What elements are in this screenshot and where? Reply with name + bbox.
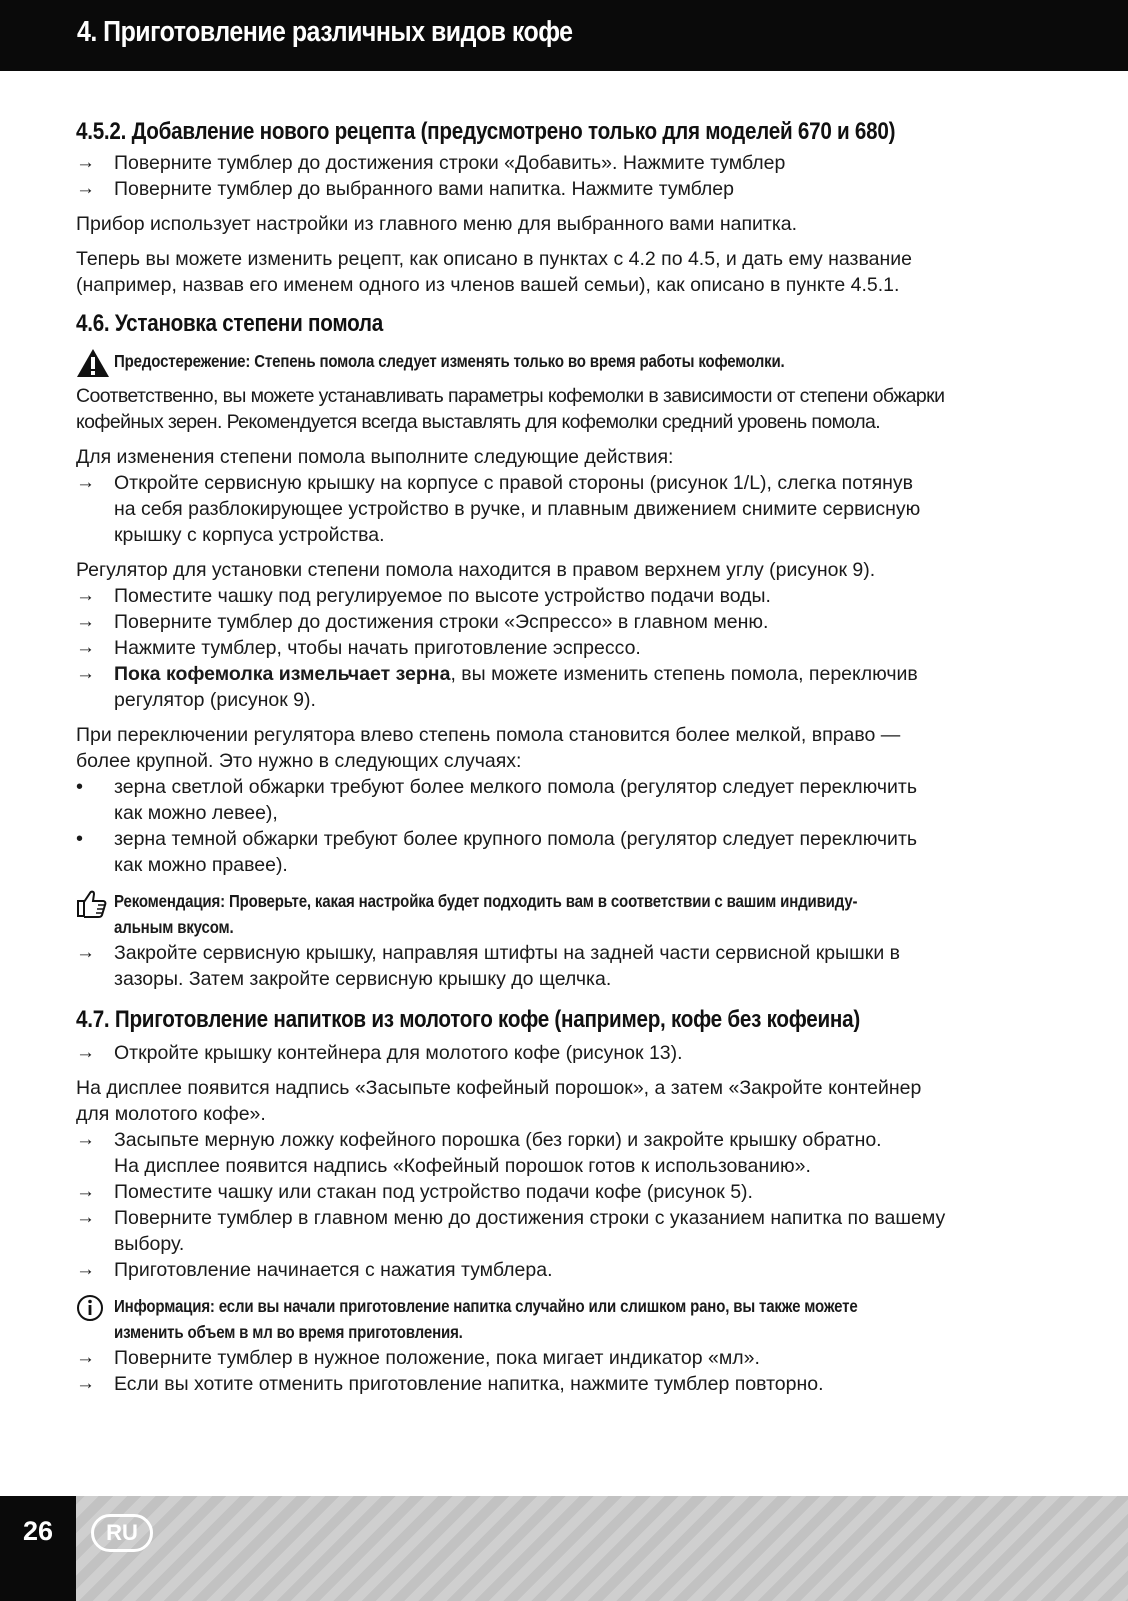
arrow-icon: → <box>76 1042 95 1063</box>
arrow-icon: → <box>76 1373 95 1394</box>
step-list <box>76 470 1036 548</box>
bullet-list <box>76 774 1036 878</box>
arrow-icon: → <box>76 472 95 493</box>
arrow-icon: → <box>76 585 95 606</box>
footer-bar <box>0 1496 1128 1601</box>
arrow-icon: → <box>76 637 95 658</box>
arrow-icon: → <box>76 942 95 963</box>
paragraph: Теперь вы можете изменить рецепт, как описано в пунктах с 4.2 по 4.5, и дать ему название (например, назвав его именем одного из членов вашей семьи), как описано в пункте 4.5.1. <box>76 248 912 296</box>
arrow-icon: → <box>76 1181 95 1202</box>
warning-icon <box>76 348 110 378</box>
paragraph: При переключении регулятора влево степень помола становится более мелкой, вправо — более крупной. Это нужно в следующих случаях: <box>76 724 901 772</box>
arrow-icon: → <box>76 1347 95 1368</box>
paragraph: Прибор использует настройки из главного меню для выбранного вами напитка. <box>76 213 798 235</box>
arrow-icon: → <box>76 152 95 173</box>
list-item: → Если вы хотите отменить приготовление напитка, нажмите тумблер повторно. <box>76 1373 824 1395</box>
list-item: → Пока кофемолка измельчает зерна, вы можете изменить степень помола, переключив регулятор (рисунок 9). <box>76 663 918 711</box>
page-number: 26 <box>22 1516 54 1546</box>
list-item: → Закройте сервисную крышку, направляя штифты на задней части сервисной крышки в зазоры. Затем закройте сервисную крышку до щелчка. <box>76 942 900 990</box>
language-badge: RU <box>91 1514 153 1552</box>
list-item: → Откройте крышку контейнера для молотого кофе (рисунок 13). <box>76 1042 683 1064</box>
info-icon <box>76 1293 110 1323</box>
arrow-icon: → <box>76 663 95 684</box>
list-item: → Засыпьте мерную ложку кофейного порошка (без горки) и закройте крышку обратно. На дисплее появится надпись «Кофейный порошок готов к использованию». <box>76 1129 882 1177</box>
step-list <box>76 150 1036 202</box>
list-item: → Нажмите тумблер, чтобы начать приготовление эспрессо. <box>76 637 641 659</box>
section-heading-4-5-2: 4.5.2. Добавление нового рецепта (предусмотрено только для моделей 670 и 680) <box>76 118 896 145</box>
list-item: → Поверните тумблер в главном меню до достижения строки с указанием напитка по вашему выбору. <box>76 1207 946 1255</box>
arrow-icon: → <box>76 1259 95 1280</box>
step-list <box>76 1127 1036 1283</box>
arrow-icon: → <box>76 1207 95 1228</box>
step-list <box>76 1345 1036 1397</box>
paragraph: На дисплее появится надпись «Засыпьте кофейный порошок», а затем «Закройте контейнер для молотого кофе». <box>76 1077 922 1125</box>
arrow-icon: → <box>76 611 95 632</box>
list-item: → Поверните тумблер до выбранного вами напитка. Нажмите тумблер <box>76 178 734 200</box>
list-item: → Поместите чашку под регулируемое по высоте устройство подачи воды. <box>76 585 771 607</box>
page-title: 4. Приготовление различных видов кофе <box>77 16 573 48</box>
list-item: → Приготовление начинается с нажатия тумблера. <box>76 1259 553 1281</box>
bullet-icon: • <box>76 828 84 850</box>
page-number-box <box>0 1496 76 1601</box>
paragraph: Для изменения степени помола выполните следующие действия: <box>76 446 674 468</box>
section-heading-4-7: 4.7. Приготовление напитков из молотого кофе (например, кофе без кофеина) <box>76 1006 860 1033</box>
warning-text: Предостережение: Степень помола следует изменять только во время работы кофемолки. <box>114 351 785 371</box>
warning-notice <box>76 348 1036 374</box>
content <box>76 112 1036 1397</box>
arrow-icon: → <box>76 178 95 199</box>
step-list <box>76 583 1036 713</box>
list-item: • зерна светлой обжарки требуют более мелкого помола (регулятор следует переключить как можно левее), <box>76 776 917 824</box>
list-item: → Откройте сервисную крышку на корпусе с правой стороны (рисунок 1/L), слегка потянув на себя разблокирующее устройство в ручке, и плавным движением снимите сервисную крышку с корпуса устройства. <box>76 472 921 546</box>
info-notice <box>76 1293 1036 1345</box>
list-item: → Поверните тумблер до достижения строки «Эспрессо» в главном меню. <box>76 611 769 633</box>
info-text: Информация: если вы начали приготовление напитка случайно или слишком рано, вы также можете изменить объем в мл во время приготовления. <box>114 1296 858 1342</box>
step-list <box>76 940 1036 992</box>
paragraph: Соответственно, вы можете устанавливать параметры кофемолки в зависимости от степени обжарки кофейных зерен. Рекомендуется всегда выставлять для кофемолки средний уровень помола. <box>76 385 945 433</box>
tip-text: Рекомендация: Проверьте, какая настройка будет подходить вам в соответствии с вашим индивиду- альным вкусом. <box>114 891 858 937</box>
bullet-icon: • <box>76 776 84 798</box>
tip-notice <box>76 888 1036 940</box>
list-item: → Поместите чашку или стакан под устройство подачи кофе (рисунок 5). <box>76 1181 753 1203</box>
header-bar <box>0 0 1128 71</box>
section-heading-4-6: 4.6. Установка степени помола <box>76 310 383 337</box>
thumbs-up-icon <box>76 888 110 918</box>
paragraph: Регулятор для установки степени помола находится в правом верхнем углу (рисунок 9). <box>76 559 876 581</box>
list-item: → Поверните тумблер до достижения строки «Добавить». Нажмите тумблер <box>76 152 786 174</box>
list-item: → Поверните тумблер в нужное положение, пока мигает индикатор «мл». <box>76 1347 760 1369</box>
list-item: • зерна темной обжарки требуют более крупного помола (регулятор следует переключить как можно правее). <box>76 828 918 876</box>
arrow-icon: → <box>76 1129 95 1150</box>
step-list <box>76 1040 1036 1066</box>
